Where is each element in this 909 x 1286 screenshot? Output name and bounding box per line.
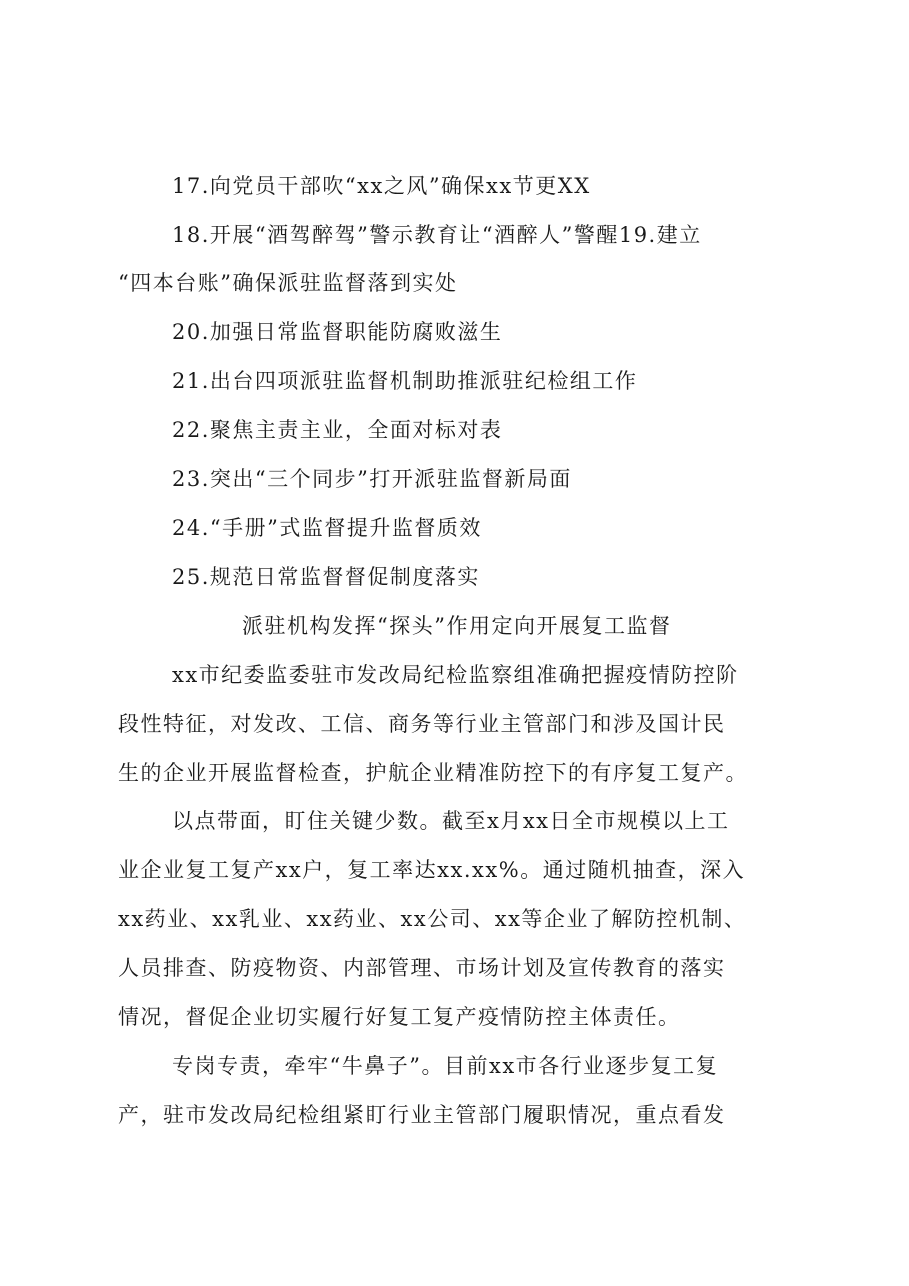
paragraph-2-line-5: 情况，督促企业切实履行好复工复产疫情防控主体责任。 [118,1005,681,1029]
paragraph-2-line-1: 以点带面，盯住关键少数。截至x月xx日全市规模以上工 [172,809,730,833]
paragraph-2-line-2: 业企业复工复产xx户，复工率达xx.xx%。通过随机抽查，深入 [118,858,746,882]
paragraph-3-line-1: 专岗专责，牵牢“牛鼻子”。目前xx市各行业逐步复工复 [172,1054,719,1078]
list-item-18: 18.开展“酒驾醉驾”警示教育让“酒醉人”警醒19.建立 [172,223,702,247]
list-item-23: 23.突出“三个同步”打开派驻监督新局面 [172,467,572,491]
list-item-22: 22.聚焦主责主业，全面对标对表 [172,418,503,442]
paragraph-2-line-3: xx药业、xx乳业、xx药业、xx公司、xx等企业了解防控机制、 [118,907,747,931]
list-item-17: 17.向党员干部吹“xx之风”确保xx节更XX [172,174,591,198]
paragraph-1-line-3: 生的企业开展监督检查，护航企业精准防控下的有序复工复产。 [118,761,748,785]
list-item-19-continued: “四本台账”确保派驻监督落到实处 [118,271,458,295]
list-item-25: 25.规范日常监督督促制度落实 [172,565,480,589]
list-item-24: 24.“手册”式监督提升监督质效 [172,516,482,540]
paragraph-1-line-2: 段性特征，对发改、工信、商务等行业主管部门和涉及国计民 [118,712,726,736]
list-item-21: 21.出台四项派驻监督机制助推派驻纪检组工作 [172,369,638,393]
paragraph-3-line-2: 产，驻市发改局纪检组紧盯行业主管部门履职情况，重点看发 [118,1103,726,1127]
list-item-20: 20.加强日常监督职能防腐败滋生 [172,320,503,344]
paragraph-1-line-1: xx市纪委监委驻市发改局纪检监察组准确把握疫情防控阶 [172,663,739,687]
paragraph-2-line-4: 人员排查、防疫物资、内部管理、市场计划及宣传教育的落实 [118,956,726,980]
section-title: 派驻机构发挥“探头”作用定向开展复工监督 [242,614,672,638]
